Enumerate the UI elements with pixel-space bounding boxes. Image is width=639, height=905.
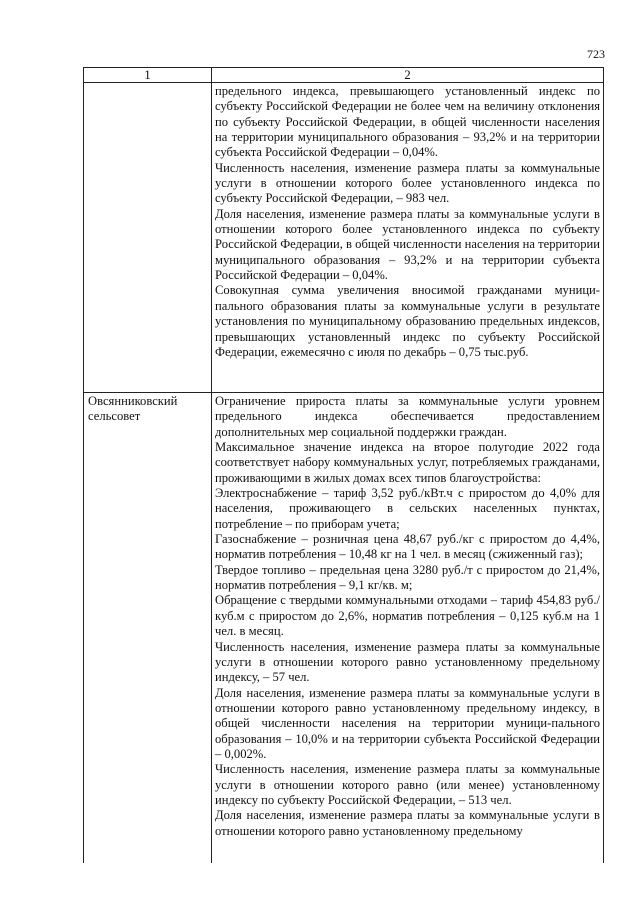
paragraph: Газоснабжение – розничная цена 48,67 руб./кг с приростом до 4,4%, норматив потребления – 10,48 кг на 1 чел. в месяц (сжиженный газ);: [215, 532, 600, 562]
paragraph: Доля населения, изменение размера платы за коммунальные услуги в отношении которого более установленного индекса по субъекту Российской Федерации, в общей численности населения на территории муниципального образования – 93,2% и на территории субъекта Российской Федерации – 0,04%.: [215, 206, 600, 283]
paragraph: предельного индекса, превышающего установленный индекс по субъекту Российской Федерации не более чем на величину отклонения по субъекту Российской Федерации, в общей численности населения на территории муниципального образования – 93,2% и на территории субъекта Российской Федерации – 0,04%.: [215, 84, 600, 160]
column-header-2: 2: [212, 68, 604, 83]
paragraph: Твердое топливо – предельная цена 3280 руб./т с приростом до 21,4%, норматив потребления – 9,1 кг/кв. м;: [215, 562, 600, 593]
municipality-name: [84, 83, 211, 84]
paragraph: Обращение с твердыми коммунальными отходами – тариф 454,83 руб./куб.м с приростом до 2,6%, норматив потребления – 0,125 куб.м на 1 чел. в месяц.: [215, 593, 600, 639]
document-table: [83, 67, 604, 863]
table-row: [84, 83, 604, 393]
paragraph: Численность населения, изменение размера платы за коммунальные услуги в отношении которого равно установленному предельному индексу, – 57 чел.: [215, 639, 600, 685]
paragraph: Ограничение прироста платы за коммунальные услуги уровнем предельного индекса обеспечивается предоставлением дополнительных мер социальной поддержки граждан.: [215, 394, 600, 439]
column-header-1: 1: [84, 68, 212, 83]
paragraph: Доля населения, изменение размера платы за коммунальные услуги в отношении которого равно установленному предельному: [215, 808, 600, 838]
description-cell: [212, 393, 604, 864]
paragraph: Доля населения, изменение размера платы за коммунальные услуги в отношении которого равно установленному предельному индексу, в общей численности населения на территории муници-пального образования – 10,0% и на территории субъекта Российской Федерации – 0,002%.: [215, 685, 600, 761]
municipality-cell: [84, 393, 212, 864]
table-row: [84, 393, 604, 864]
description-cell: [212, 83, 604, 393]
page-number: 723: [587, 47, 605, 61]
paragraph: Численность населения, изменение размера платы за коммунальные услуги в отношении которого более установленного индекса по субъекту Российской Федерации, – 983 чел.: [215, 160, 600, 206]
paragraph: Численность населения, изменение размера платы за коммунальные услуги в отношении которого равно (или менее) установленному индексу по субъекту Российской Федерации, – 513 чел.: [215, 762, 600, 807]
paragraph: Максимальное значение индекса на второе полугодие 2022 года соответствует набору коммунальных услуг, потребляемых гражданами, проживающими в жилых домах всех типов благоустройства:: [215, 440, 600, 485]
paragraph: Совокупная сумма увеличения вносимой гражданами муници-пального образования платы за коммунальные услуги в результате установления по муниципальному образованию предельных индексов, превышающих установленный индекс по субъекту Российской Федерации, ежемесячно с июля по декабрь – 0,75 тыс.руб.: [215, 283, 600, 359]
paragraph: Электроснабжение – тариф 3,52 руб./кВт.ч с приростом до 4,0% для населения, проживающего в сельских населенных пунктах, потребление – по приборам учета;: [215, 486, 600, 531]
municipality-name: Овсянниковский сельсовет: [88, 394, 178, 424]
table-header-row: [84, 68, 604, 83]
municipality-cell: [84, 83, 212, 393]
